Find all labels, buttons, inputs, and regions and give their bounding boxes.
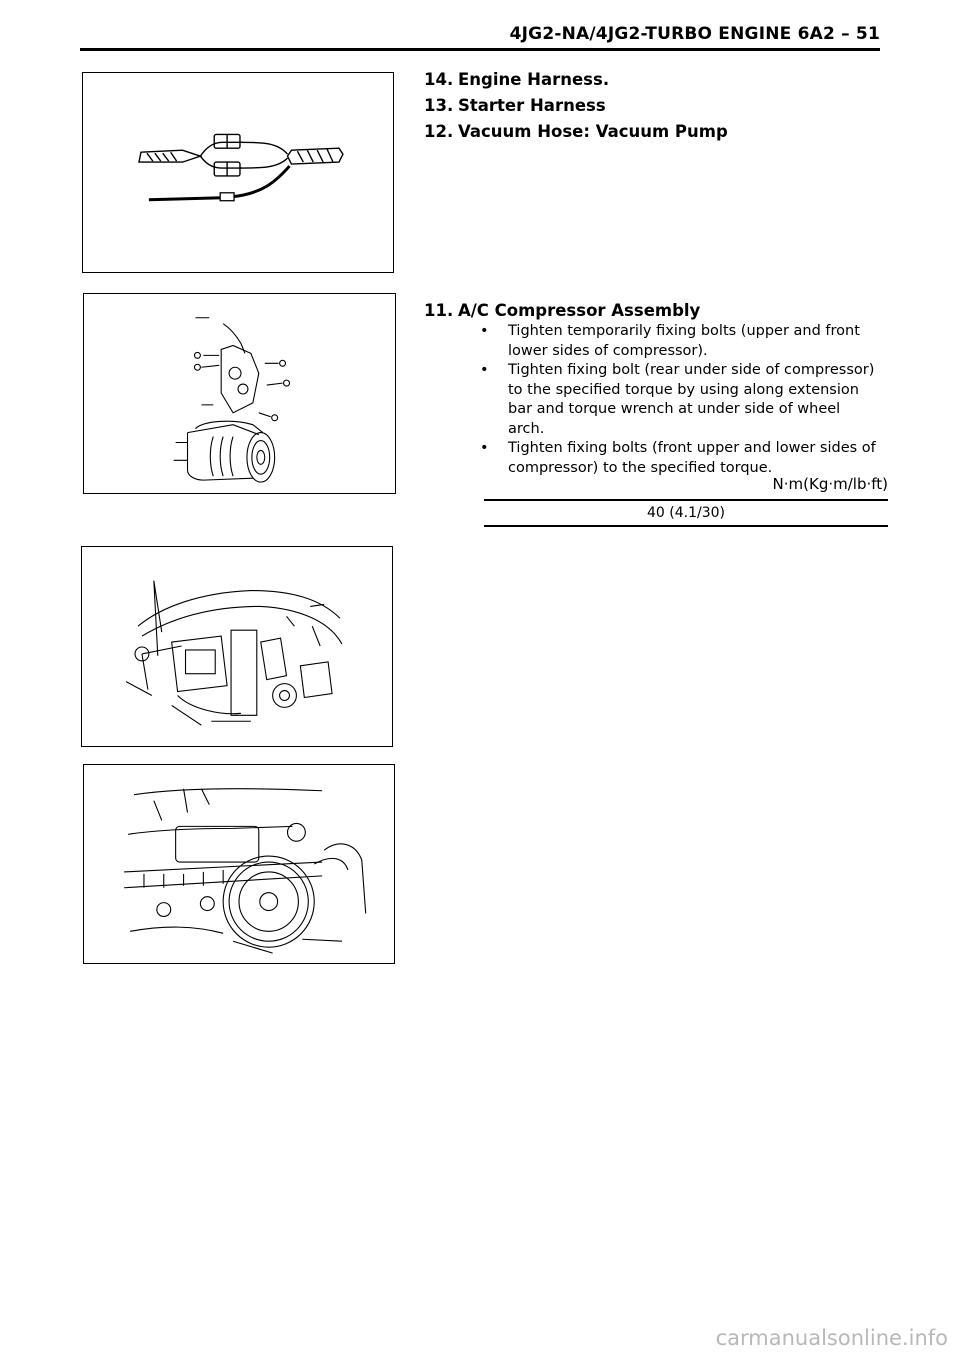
compressor-illustration-icon <box>84 294 395 493</box>
list-item: • Tighten fixing bolts (front upper and lower sides of compressor) to the specified torque. <box>480 439 880 478</box>
torque-rule-top <box>484 499 888 501</box>
compressor-figure <box>83 293 396 494</box>
step-12 <box>424 122 728 141</box>
watermark: carmanualsonline.info <box>715 1326 948 1350</box>
step-label: A/C Compressor Assembly <box>458 301 701 320</box>
step-number: 11. <box>424 301 454 320</box>
step-label: Vacuum Hose: Vacuum Pump <box>458 122 728 141</box>
step-number: 14. <box>424 70 454 89</box>
step-14 <box>424 70 609 89</box>
step-label: Starter Harness <box>458 96 606 115</box>
instruction-list <box>480 322 880 478</box>
list-item: • Tighten fixing bolt (rear under side of compressor) to the specified torque by using along extension bar and torque wrench at under side of wheel arch. <box>480 361 880 439</box>
list-item: • Tighten temporarily fixing bolts (upper and front lower sides of compressor). <box>480 322 880 361</box>
harness-illustration-icon <box>83 73 393 272</box>
harness-figure <box>82 72 394 273</box>
page-header: 4JG2-NA/4JG2-TURBO ENGINE 6A2 – 51 <box>509 24 880 44</box>
step-11 <box>424 301 700 320</box>
header-rule <box>80 48 880 51</box>
wheel-arch-illustration-icon <box>82 547 392 746</box>
step-label: Engine Harness. <box>458 70 610 89</box>
step-number: 13. <box>424 96 454 115</box>
torque-unit: N·m(Kg·m/lb·ft) <box>772 475 888 493</box>
torque-value: 40 (4.1/30) <box>647 505 725 521</box>
pulley-figure <box>83 764 395 964</box>
wheel-arch-figure <box>81 546 393 747</box>
pulley-illustration-icon <box>84 765 394 963</box>
torque-rule-bottom <box>484 525 888 527</box>
step-13 <box>424 96 606 115</box>
step-number: 12. <box>424 122 454 141</box>
